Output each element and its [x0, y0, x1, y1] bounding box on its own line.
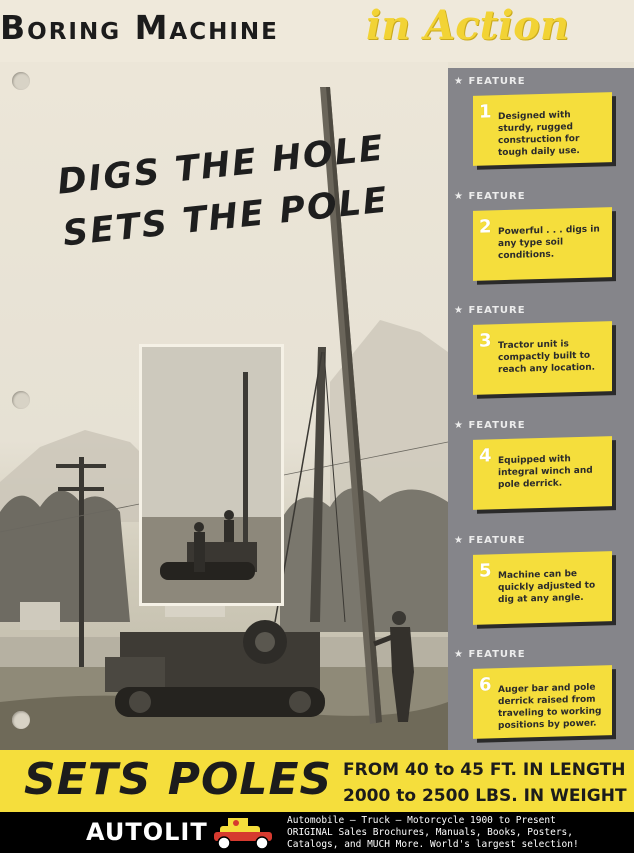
feature-label: ★ FEATURE	[454, 535, 526, 546]
feature-3	[448, 299, 634, 414]
page-title: Boring Machine	[0, 8, 279, 47]
engine-gear-hub	[255, 632, 275, 652]
inset-worker-head	[194, 522, 204, 532]
header	[0, 0, 634, 62]
feature-number: 5	[479, 560, 492, 582]
track-wheel-1	[129, 691, 151, 713]
feature-2	[448, 185, 634, 300]
feature-label: ★ FEATURE	[454, 420, 526, 431]
feature-label: ★ FEATURE	[454, 649, 526, 660]
binder-hole-2	[12, 391, 30, 409]
main-photo	[0, 62, 448, 750]
binder-hole-3	[12, 711, 30, 729]
feature-label: ★ FEATURE	[454, 305, 526, 316]
autolit-logo[interactable]: AUTOLIT	[86, 818, 208, 846]
banner-headline: SETS POLES	[24, 754, 333, 805]
feature-4	[448, 414, 634, 529]
feature-text: Auger bar and pole derrick raised from traveling to working positions by power.	[498, 682, 602, 732]
features-panel	[448, 68, 634, 750]
headline-line-1: DIGS THE HOLE	[55, 128, 387, 203]
feature-card	[473, 436, 612, 510]
star-icon: ★	[454, 76, 469, 87]
binder-hole-1	[12, 72, 30, 90]
footer	[0, 812, 634, 853]
feature-text: Equipped with integral winch and pole derrick.	[498, 454, 593, 491]
tractor-hood	[105, 657, 165, 692]
footer-line-1: Automobile – Truck – Motorcycle 1900 to Present	[287, 815, 556, 826]
star-icon: ★	[454, 191, 469, 202]
feature-card	[473, 321, 612, 395]
inset-scene	[142, 347, 284, 606]
feature-label: ★ FEATURE	[454, 76, 526, 87]
feature-number: 6	[479, 674, 492, 696]
banner-length: FROM 40 to 45 FT. IN LENGTH	[343, 760, 626, 780]
feature-number: 1	[479, 101, 492, 123]
banner-weight: 2000 to 2500 LBS. IN WEIGHT	[343, 786, 627, 806]
star-icon: ★	[454, 649, 469, 660]
feature-card	[473, 665, 612, 739]
vintage-car-icon	[206, 814, 282, 852]
inset-sky	[142, 347, 284, 522]
feature-number: 2	[479, 216, 492, 238]
star-icon: ★	[454, 535, 469, 546]
star-icon: ★	[454, 305, 469, 316]
feature-text: Machine can be quickly adjusted to dig at any angle.	[498, 569, 596, 606]
crossarm-1	[56, 464, 106, 468]
feature-label: ★ FEATURE	[454, 191, 526, 202]
house-2	[20, 602, 60, 630]
feature-text: Designed with sturdy, rugged construction for tough daily use.	[498, 110, 580, 159]
feature-card	[473, 92, 612, 166]
headline-line-2: SETS THE POLE	[61, 180, 391, 255]
inset-track	[160, 562, 255, 580]
crossarm-2	[58, 487, 104, 491]
footer-line-3: Catalogs, and MUCH More. World's largest selection!	[287, 839, 579, 850]
bottom-banner	[0, 750, 634, 812]
page-title-script: in Action	[366, 2, 570, 49]
feature-card	[473, 207, 612, 281]
inset-operator-body	[224, 520, 234, 542]
feature-text: Powerful . . . digs in any type soil conditions.	[498, 224, 600, 262]
star-icon: ★	[454, 420, 469, 431]
feature-text: Tractor unit is compactly built to reach any location.	[498, 339, 596, 376]
track-wheel-2	[289, 691, 311, 713]
inset-photo	[139, 344, 284, 606]
feature-number: 3	[479, 330, 492, 352]
inset-operator-head	[224, 510, 234, 520]
feature-number: 4	[479, 445, 492, 467]
trees	[0, 491, 130, 622]
footer-line-2: ORIGINAL Sales Brochures, Manuals, Books, Posters,	[287, 827, 573, 838]
feature-5	[448, 529, 634, 644]
feature-6	[448, 643, 634, 758]
inset-worker-body	[194, 532, 205, 572]
feature-card	[473, 551, 612, 625]
feature-1	[448, 70, 634, 185]
worker-head	[392, 611, 406, 625]
